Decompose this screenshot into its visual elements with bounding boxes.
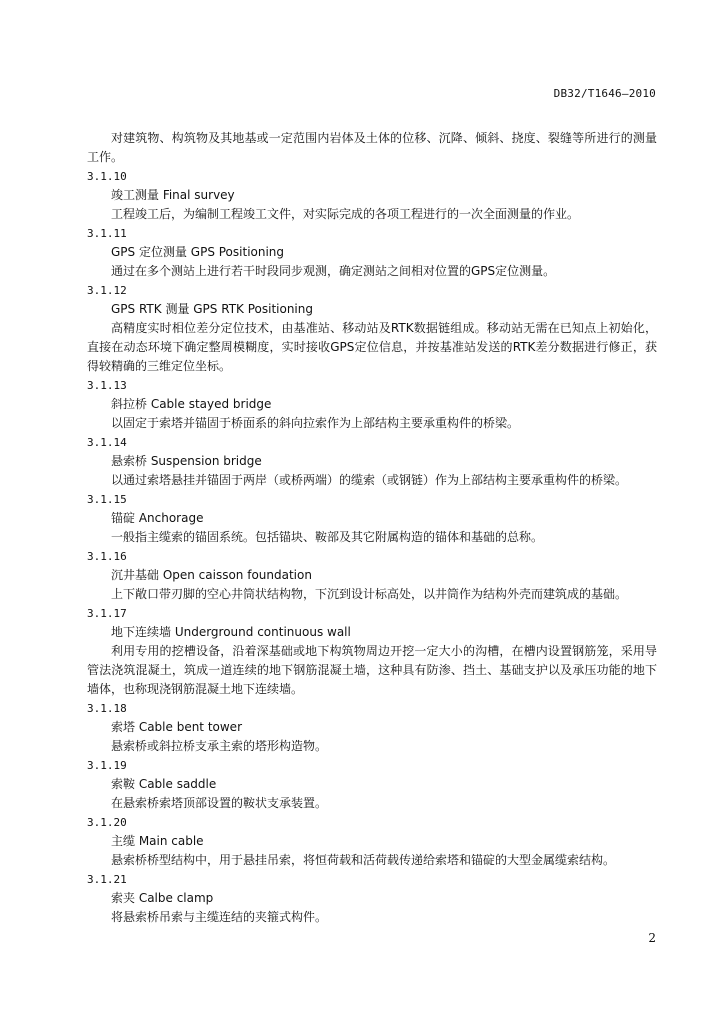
clause-number: 3.1.16 xyxy=(87,550,127,563)
definition-entry xyxy=(87,870,657,927)
page-number: 2 xyxy=(648,931,656,945)
document-code: DB32/T1646—2010 xyxy=(553,87,656,100)
term-heading: 斜拉桥 Cable stayed bridge xyxy=(111,397,272,411)
clause-number: 3.1.13 xyxy=(87,379,127,392)
term-definition: 悬索桥或斜拉桥支承主索的塔形构造物。 xyxy=(111,739,328,753)
term-heading: 索鞍 Cable saddle xyxy=(111,777,217,791)
term-heading: 主缆 Main cable xyxy=(111,834,204,848)
term-definition: 高精度实时相位差分定位技术，由基准站、移动站及RTK数据链组成。移动站无需在已知点上初始化，直接在动态环境下确定整周模糊度，实时接收GPS定位信息，并按基准站发送的RTK差分数据进行修正，获得较精确的三维定位坐标。 xyxy=(87,321,657,373)
term-heading: GPS 定位测量 GPS Positioning xyxy=(111,245,285,259)
definition-list xyxy=(87,167,657,927)
term-definition: 工程竣工后，为编制工程竣工文件，对实际完成的各项工程进行的一次全面测量的作业。 xyxy=(111,207,580,221)
term-heading: 竣工测量 Final survey xyxy=(111,188,235,202)
definition-entry xyxy=(87,547,657,604)
term-definition: 在悬索桥索塔顶部设置的鞍状支承装置。 xyxy=(111,796,328,810)
clause-number: 3.1.18 xyxy=(87,702,127,715)
term-heading: 锚碇 Anchorage xyxy=(111,511,204,525)
term-definition: 利用专用的挖槽设备，沿着深基础或地下构筑物周边开挖一定大小的沟槽，在槽内设置钢筋笼，采用导管法浇筑混凝土，筑成一道连续的地下钢筋混凝土墙，这种具有防渗、挡土、基础支护以及承压功能的地下墙体，也称现浇钢筋混凝土地下连续墙。 xyxy=(87,644,657,696)
clause-number: 3.1.19 xyxy=(87,759,127,772)
term-heading: 索塔 Cable bent tower xyxy=(111,720,242,734)
definition-entry xyxy=(87,224,657,281)
term-definition: 一般指主缆索的锚固系统。包括锚块、鞍部及其它附属构造的锚体和基础的总称。 xyxy=(111,530,544,544)
clause-number: 3.1.21 xyxy=(87,873,127,886)
term-heading: 悬索桥 Suspension bridge xyxy=(111,454,262,468)
definition-entry xyxy=(87,604,657,699)
clause-number: 3.1.10 xyxy=(87,170,127,183)
clause-number: 3.1.12 xyxy=(87,284,127,297)
term-definition: 将悬索桥吊索与主缆连结的夹箍式构件。 xyxy=(111,910,328,924)
intro-paragraph: 对建筑物、构筑物及其地基或一定范围内岩体及土体的位移、沉降、倾斜、挠度、裂缝等所进行的测量工作。 xyxy=(87,131,657,164)
term-definition: 以通过索塔悬挂并锚固于两岸（或桥两端）的缆索（或钢链）作为上部结构主要承重构件的桥梁。 xyxy=(111,473,628,487)
clause-number: 3.1.14 xyxy=(87,436,127,449)
term-heading: GPS RTK 测量 GPS RTK Positioning xyxy=(111,302,313,316)
definition-entry xyxy=(87,699,657,756)
term-heading: 地下连续墙 Underground continuous wall xyxy=(111,625,351,639)
clause-number: 3.1.17 xyxy=(87,607,127,620)
clause-number: 3.1.15 xyxy=(87,493,127,506)
definition-entry xyxy=(87,376,657,433)
definition-entry xyxy=(87,433,657,490)
term-definition: 上下敞口带刃脚的空心井筒状结构物，下沉到设计标高处，以井筒作为结构外壳而建筑成的基础。 xyxy=(111,587,628,601)
definition-entry xyxy=(87,167,657,224)
term-definition: 以固定于索塔并锚固于桥面系的斜向拉索作为上部结构主要承重构件的桥梁。 xyxy=(111,416,520,430)
definition-entry xyxy=(87,490,657,547)
clause-number: 3.1.11 xyxy=(87,227,127,240)
term-heading: 沉井基础 Open caisson foundation xyxy=(111,568,312,582)
term-definition: 通过在多个测站上进行若干时段同步观测，确定测站之间相对位置的GPS定位测量。 xyxy=(111,264,556,278)
definition-entry xyxy=(87,756,657,813)
definition-entry xyxy=(87,281,657,376)
definition-entry xyxy=(87,813,657,870)
clause-number: 3.1.20 xyxy=(87,816,127,829)
document-body xyxy=(87,129,657,927)
term-heading: 索夹 Calbe clamp xyxy=(111,891,214,905)
term-definition: 悬索桥桥型结构中，用于悬挂吊索，将恒荷载和活荷载传递给索塔和锚碇的大型金属缆索结构。 xyxy=(111,853,616,867)
